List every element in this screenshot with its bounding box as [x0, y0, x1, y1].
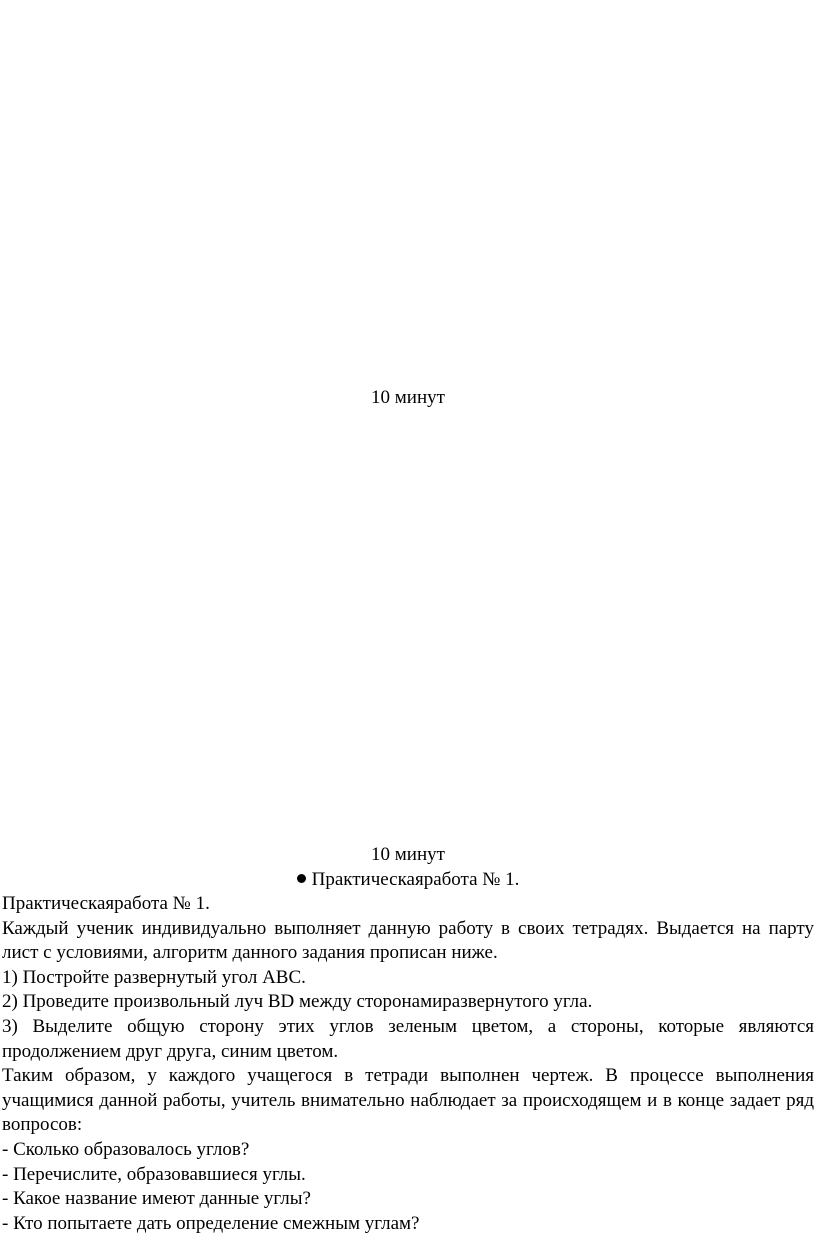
- time-label-bottom: 10 минут: [371, 844, 445, 865]
- question-1: - Сколько образовалось углов?: [2, 1138, 250, 1160]
- time-label-top: 10 минут: [371, 387, 445, 408]
- bullet-heading: [0, 868, 816, 892]
- summary-paragraph: Таким образом, у каждого учащегося в тетради выполнен чертеж. В процессе выполнения учащимися данной работы, учитель внимательно наблюдает за происходящем и в конце задает ряд вопросов:: [2, 1065, 814, 1136]
- step-2: 2) Проведите произвольный луч BD между сторонамиразвернутого угла.: [2, 991, 593, 1013]
- bullet-heading-text: Практическаяработа № 1.: [311, 869, 520, 890]
- section-heading: Практическаяработа № 1.: [2, 893, 210, 914]
- step-3: 3) Выделите общую сторону этих углов зеленым цветом, а стороны, которые являются продолжением друг друга, синим цветом.: [2, 1015, 814, 1062]
- body-text: [2, 892, 814, 1236]
- question-2: - Перечислите, образовавшиеся углы.: [2, 1163, 306, 1185]
- step-1: 1) Постройте развернутый угол АВС.: [2, 966, 306, 988]
- question-4: - Кто попытаете дать определение смежным углам?: [2, 1212, 420, 1234]
- question-3: - Какое название имеют данные углы?: [2, 1188, 311, 1210]
- intro-paragraph: Каждый ученик индивидуально выполняет данную работу в своих тетрадях. Выдается на парту лист с условиями, алгоритм данного задания прописан ниже.: [2, 917, 814, 964]
- bullet-icon: [297, 874, 306, 883]
